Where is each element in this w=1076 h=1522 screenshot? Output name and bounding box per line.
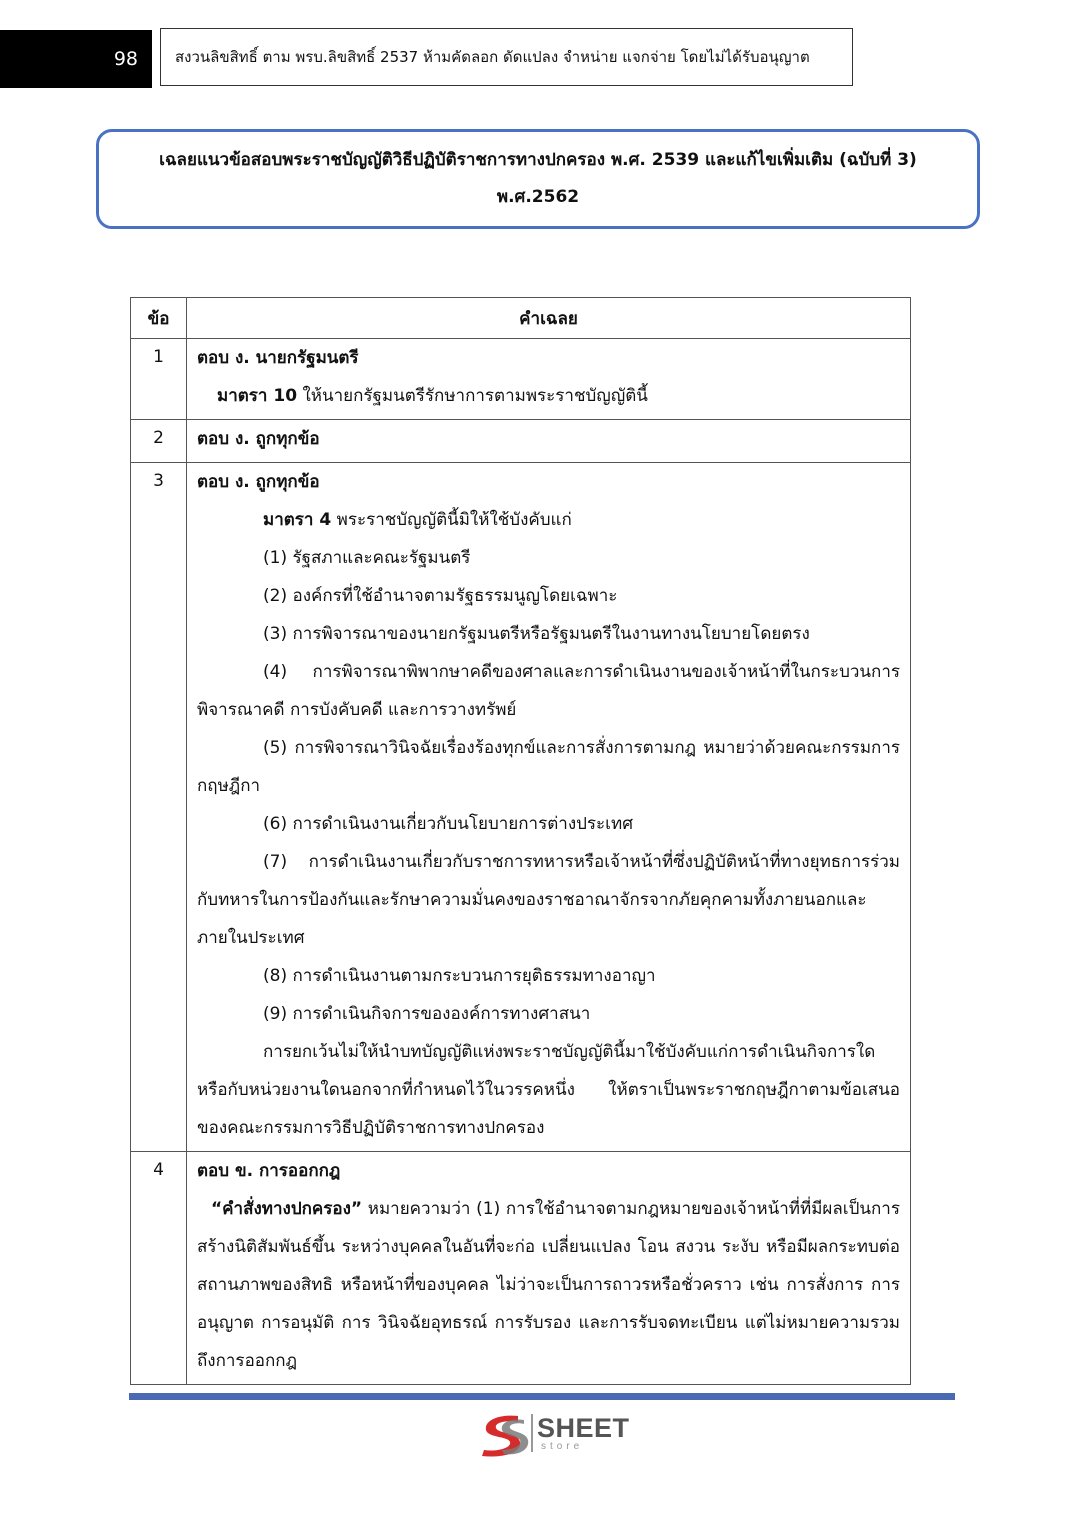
list-item: (4) การพิจารณาพิพากษาคดีของศาลและการดำเนินงานของเจ้าหน้าที่ในกระบวนการพิจารณาคดี การบังคับคดี และการวางทรัพย์: [197, 662, 900, 720]
answer-cell: [187, 339, 911, 420]
answer-line: ตอบ ง. นายกรัฐมนตรี: [197, 348, 359, 368]
logo-text: SHEET: [537, 1413, 630, 1443]
question-number: 3: [131, 463, 187, 1152]
list-item: (2) องค์กรที่ใช้อำนาจตามรัฐธรรมนูญโดยเฉพาะ: [263, 586, 618, 606]
table-row: [131, 420, 911, 463]
table-row: [131, 1152, 911, 1385]
answer-cell: [187, 1152, 911, 1385]
question-number: 1: [131, 339, 187, 420]
section-label: มาตรา 4: [263, 510, 332, 530]
document-title-box: [96, 129, 980, 229]
list-item: (9) การดำเนินกิจการขององค์การทางศาสนา: [263, 1004, 591, 1024]
document-title-line-2: พ.ศ.2562: [496, 187, 580, 207]
question-number: 2: [131, 420, 187, 463]
table-row: [131, 463, 911, 1152]
answer-line: ตอบ ง. ถูกทุกข้อ: [197, 472, 320, 492]
answer-cell: [187, 463, 911, 1152]
list-item: (1) รัฐสภาและคณะรัฐมนตรี: [263, 548, 471, 568]
closing-paragraph: การยกเว้นไม่ให้นำบทบัญญัติแห่งพระราชบัญญัตินี้มาใช้บังคับแก่การดำเนินกิจการใดหรือกับหน่วยงานใดนอกจากที่กำหนดไว้ในวรรคหนึ่ง ให้ตราเป็นพระราชกฤษฎีกาตามข้อเสนอของคณะกรรมการวิธีปฏิบัติราชการทางปกครอง: [197, 1042, 900, 1138]
logo-divider: [531, 1414, 533, 1452]
document-title-line-1: เฉลยแนวข้อสอบพระราชบัญญัติวิธีปฏิบัติราชการทางปกครอง พ.ศ. 2539 และแก้ไขเพิ่มเติม (ฉบับที่ 3): [159, 150, 917, 170]
answer-line: ตอบ ง. ถูกทุกข้อ: [197, 429, 320, 449]
list-item: (8) การดำเนินงานตามกระบวนการยุติธรรมทางอาญา: [263, 966, 656, 986]
column-header-answer: คำเฉลย: [187, 298, 911, 339]
section-text: ให้นายกรัฐมนตรีรักษาการตามพระราชบัญญัตินี้: [302, 386, 648, 406]
answer-cell: [187, 420, 911, 463]
column-header-number: ข้อ: [131, 298, 187, 339]
list-item: (3) การพิจารณาของนายกรัฐมนตรีหรือรัฐมนตรีในงานทางนโยบายโดยตรง: [263, 624, 810, 644]
answer-line: ตอบ ข. การออกกฎ: [197, 1161, 341, 1181]
term-definition: หมายความว่า (1) การใช้อำนาจตามกฎหมายของเจ้าหน้าที่ที่มีผลเป็นการสร้างนิติสัมพันธ์ขึ้น ระหว่างบุคคลในอันที่จะก่อ เปลี่ยนแปลง โอน สงวน ระงับ หรือมีผลกระทบต่อสถานภาพของสิทธิ หรือหน้าที่ของบุคคล ไม่ว่าจะเป็นการถาวรหรือชั่วคราว เช่น การสั่งการ การอนุญาต การอนุมัติ การ วินิจฉัยอุทธรณ์ การรับรอง และการรับจดทะเบียน แต่ไม่หมายความรวมถึงการออกกฎ: [197, 1199, 900, 1371]
page-number: 98: [0, 30, 152, 88]
table-row: [131, 339, 911, 420]
list-item: (5) การพิจารณาวินิจฉัยเรื่องร้องทุกข์และการสั่งการตามกฎ หมายว่าด้วยคณะกรรมการกฤษฎีกา: [197, 738, 900, 796]
table-header-row: [131, 298, 911, 339]
answer-table: [130, 297, 911, 1385]
defined-term: “คำสั่งทางปกครอง”: [211, 1199, 363, 1219]
list-item: (7) การดำเนินงานเกี่ยวกับราชการทหารหรือเจ้าหน้าที่ซึ่งปฏิบัติหน้าที่ทางยุทธการร่วมกับทหารในการป้องกันและรักษาความมั่นคงของราชอาณาจักรจากภัยคุกคามทั้งภายนอกและภายในประเทศ: [197, 852, 900, 948]
footer-divider: [129, 1393, 955, 1400]
section-text: พระราชบัญญัตินี้มิให้ใช้บังคับแก่: [336, 510, 572, 530]
question-number: 4: [131, 1152, 187, 1385]
section-label: มาตรา 10: [217, 386, 298, 406]
list-item: (6) การดำเนินงานเกี่ยวกับนโยบายการต่างประเทศ: [263, 814, 633, 834]
logo-subtext: store: [541, 1441, 584, 1452]
copyright-notice: สงวนลิขสิทธิ์ ตาม พรบ.ลิขสิทธิ์ 2537 ห้ามคัดลอก ดัดแปลง จำหน่าย แจกจ่าย โดยไม่ได้รับอนุญาต: [160, 28, 853, 86]
